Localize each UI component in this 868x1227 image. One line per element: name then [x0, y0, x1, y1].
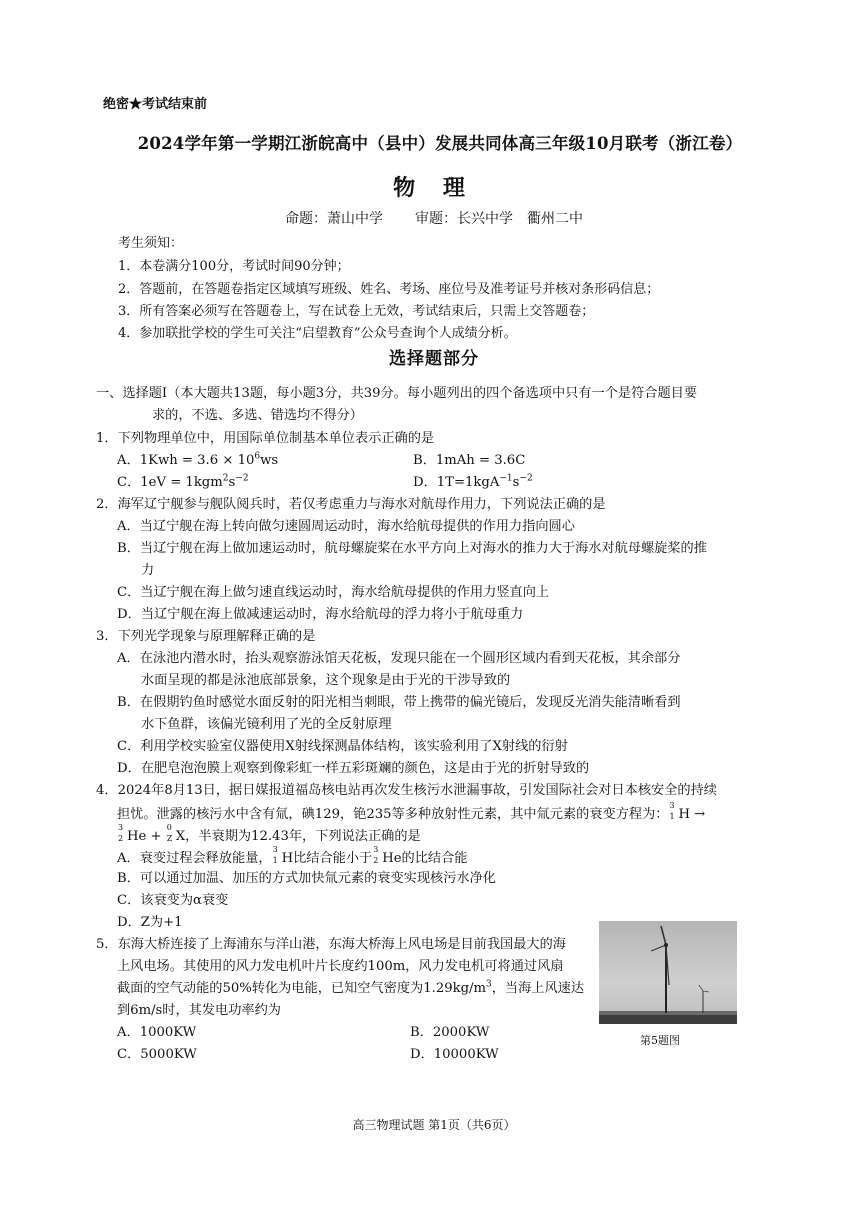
question-5-stem-cont: 上风电场。其使用的风力发电机叶片长度约100m，风力发电机可将通过风扇	[117, 959, 564, 974]
q4-option-c: C．该衰变为α衰变	[117, 893, 229, 908]
q3-option-d: D．在肥皂泡泡膜上观察到像彩虹一样五彩斑斓的颜色，这是由于光的折射导致的	[117, 761, 590, 776]
q2-option-b: B．当辽宁舰在海上做加速运动时，航母螺旋桨在水平方向上对海水的推力大于海水对航母螺旋桨的推	[117, 541, 707, 556]
question-4-stem-cont2: 3 2 He + 0 Z X，半衰期为12.43年，下列说法正确的是	[118, 823, 421, 844]
question-2-stem: 2．海军辽宁舰参与舰队阅兵时，若仅考虑重力与海水对航母作用力，下列说法正确的是	[96, 497, 606, 512]
wind-turbine-photo	[599, 921, 737, 1024]
confidential-label: 绝密★考试结束前	[103, 97, 208, 112]
question-5-stem: 5．东海大桥连接了上海浦东与洋山港，东海大桥海上风电场是目前我国最大的海	[96, 937, 566, 952]
q4-option-d: D．Z为+1	[117, 915, 183, 930]
notice-item: 1．本卷满分100分，考试时间90分钟；	[118, 259, 350, 274]
q2-option-c: C．当辽宁舰在海上做匀速直线运动时，海水给航母提供的作用力竖直向上	[117, 585, 550, 600]
nuclide-x: 0 Z	[166, 823, 173, 843]
nuclide-h3: 3 1	[669, 801, 675, 821]
q2-option-a: A．当辽宁舰在海上转向做匀速圆周运动时，海水给航母提供的作用力指向圆心	[117, 519, 575, 534]
page-footer: 高三物理试题 第1页（共6页）	[352, 1118, 516, 1132]
q1-option-a: A．$1Kwh = 3.6 \times 10^6ws$	[117, 451, 279, 468]
exam-title: 2024学年第一学期江浙皖高中（县中）发展共同体高三年级10月联考（浙江卷）	[137, 134, 743, 153]
section-title: 选择题部分	[389, 349, 479, 369]
q4-option-b: B．可以通过加温、加压的方式加快氚元素的衰变实现核污水净化	[117, 871, 496, 886]
question-4-stem: 4．2024年8月13日，据日媒报道福岛核电站再次发生核污水泄漏事故，引发国际社会对日本核安全的持续	[96, 783, 717, 798]
q2-option-d: D．当辽宁舰在海上做减速运动时，海水给航母的浮力将小于航母重力	[117, 607, 524, 622]
section-intro-cont: 求的，不选、多选、错选均不得分）	[152, 408, 363, 423]
q5-option-c: C．5000KW	[117, 1047, 197, 1062]
q3-option-c: C．利用学校实验室仪器使用X射线探测晶体结构，该实验利用了X射线的衍射	[117, 739, 568, 754]
q5-option-d: D．10000KW	[410, 1047, 499, 1062]
question-5-stem-cont2: 截面的空气动能的50%转化为电能，已知空气密度为$1.29kg/m^3$，当海上风速达	[117, 979, 585, 996]
q4-option-a: A．衰变过程会释放能量， 3 1 H比结合能小于 3 2 He的比结合能	[117, 845, 468, 866]
question-5-stem-cont3: 到6m/s时，其发电功率约为	[117, 1003, 281, 1018]
figure-caption: 第5题图	[640, 1034, 680, 1047]
question-4-stem-cont: 担忧。泄露的核污水中含有氚，碘129，铯235等多种放射性元素，其中氚元素的衰变方程为： 3 1 H →	[117, 801, 706, 822]
q1-option-b: B．1mAh = 3.6C	[413, 453, 526, 468]
question-3-stem: 3．下列光学现象与原理解释正确的是	[96, 629, 316, 644]
notice-item: 3．所有答案必须写在答题卷上，写在试卷上无效，考试结束后，只需上交答题卷；	[118, 304, 595, 319]
q1-option-c: C．$1eV = 1kgm^2s^{-2}$	[117, 473, 249, 490]
q5-option-b: B．2000KW	[410, 1025, 490, 1040]
notice-item: 2．答题前，在答题卷指定区域填写班级、姓名、考场、座位号及准考证号并核对条形码信息；	[118, 282, 660, 297]
q1-option-d: D．$1T=1kgA^{-1}s^{-2}$	[413, 473, 533, 490]
section-intro: 一、选择题Ⅰ（本大题共13题，每小题3分，共39分。每小题列出的四个备选项中只有一个是符合题目要	[96, 386, 698, 401]
notice-heading: 考生须知：	[118, 236, 184, 251]
nuclide-he3: 3 2	[118, 823, 124, 843]
q2-option-b-cont: 力	[141, 563, 155, 578]
q3-option-b: B．在假期钓鱼时感觉水面反射的阳光相当刺眼，带上携带的偏光镜后，发现反光消失能清晰看到	[117, 695, 681, 710]
reviewer-label: 审题：长兴中学 衢州二中	[415, 211, 583, 227]
subject-title: 物 理	[393, 175, 475, 201]
q3-option-b-cont: 水下鱼群，该偏光镜利用了光的全反射原理	[141, 717, 392, 732]
q3-option-a: A．在泳池内潜水时，抬头观察游泳馆天花板，发现只能在一个圆形区域内看到天花板，其余部分	[117, 651, 681, 666]
setter-label: 命题：萧山中学	[285, 211, 383, 227]
q5-option-a: A．1000KW	[117, 1025, 197, 1040]
q3-option-a-cont: 水面呈现的都是泳池底部景象，这个现象是由于光的干涉导致的	[141, 673, 511, 688]
wind-turbine-illustration	[599, 921, 737, 1024]
authors-line	[0, 208, 868, 228]
question-1-stem: 1．下列物理单位中，用国际单位制基本单位表示正确的是	[96, 431, 435, 446]
notice-item: 4．参加联批学校的学生可关注“启望教育”公众号查询个人成绩分析。	[118, 326, 517, 341]
